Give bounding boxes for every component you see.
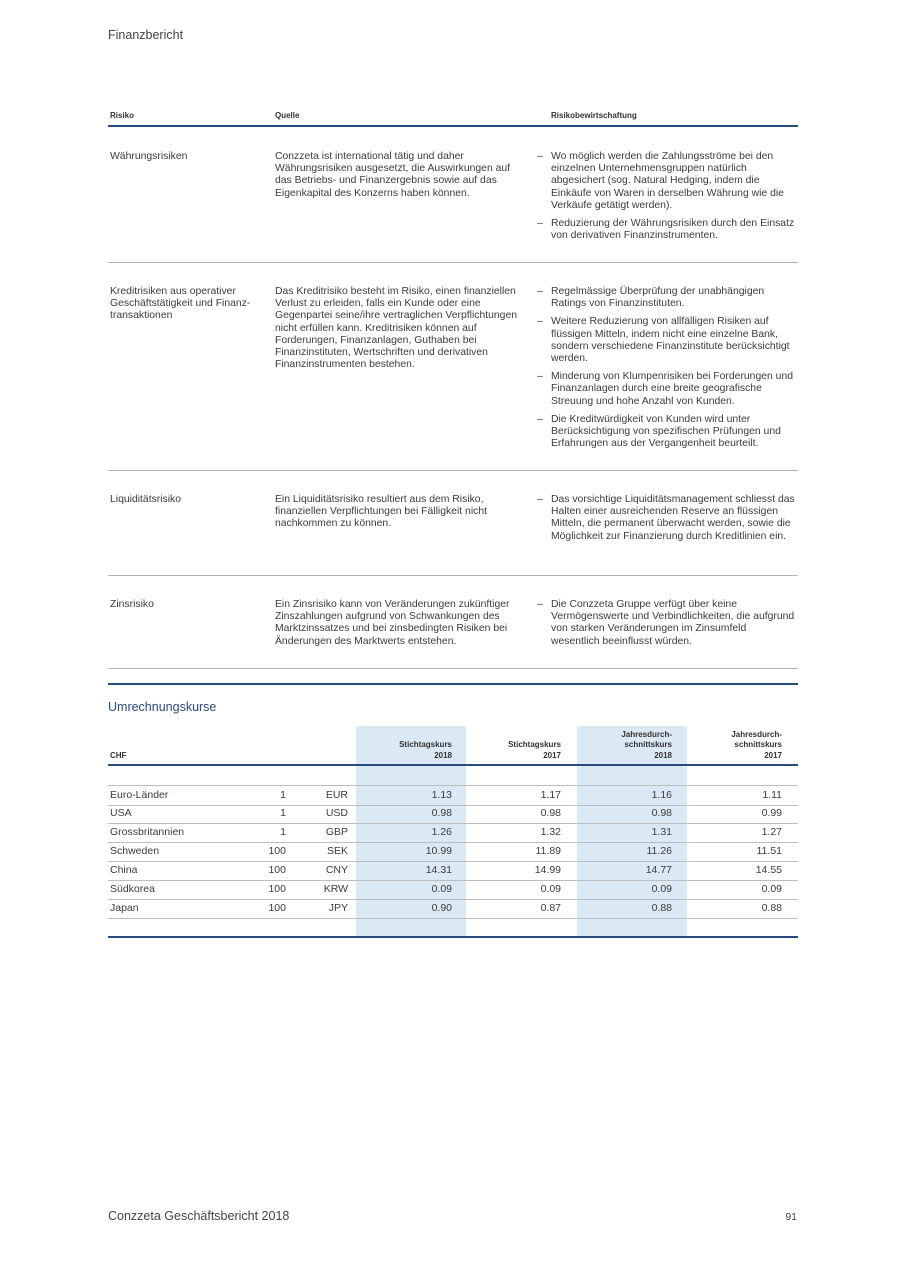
measure-item: – Reduzierung der Währungsrisiken durch den Einsatz von derivativen Finanzinstrumenten.	[537, 218, 797, 242]
risk-source: Das Kreditrisiko besteht im Risiko, einen finanziellen Verlust zu erleiden, falls ein Kunde oder eine Gegenpartei seine/ihre vertraglichen Verpflichtungen nicht erfüllen kann. Kreditrisiken können auf Forderungen, Finanzanlagen, Guthaben bei Finanzinstituten, Wertschriften und derivativen Finanzinstrumenten bestehen.	[275, 286, 518, 371]
section-title: Umrechnungskurse	[108, 700, 217, 714]
cell-avg-2018: 1.16	[651, 789, 672, 801]
cell-avg-2017: 11.51	[756, 845, 782, 857]
cell-currency: KRW	[323, 883, 348, 895]
risk-row	[108, 127, 798, 263]
cell-currency: EUR	[325, 789, 348, 801]
cell-spot-2018: 1.26	[431, 826, 452, 838]
header-line: 2017	[764, 750, 782, 760]
table-row	[108, 823, 798, 843]
table-row	[108, 804, 798, 824]
cell-currency: GBP	[325, 826, 348, 838]
table-row	[108, 785, 798, 806]
cell-region: China	[110, 864, 138, 876]
risk-row	[108, 576, 798, 669]
table-bottom-rule	[108, 936, 798, 938]
cell-spot-2018: 1.13	[431, 789, 452, 801]
cell-region: USA	[110, 807, 132, 819]
cell-spot-2018: 0.90	[431, 902, 452, 914]
cell-currency: USD	[325, 807, 348, 819]
cell-avg-2018: 1.31	[651, 826, 672, 838]
measure-item: – Die Kreditwürdigkeit von Kunden wird unter Berücksichtigung von spezifischen Prüfungen und Erfahrungen aus der Vergangenheit beurteilt.	[537, 414, 797, 451]
cell-avg-2017: 0.99	[761, 807, 782, 819]
header-line: Jahresdurch-	[621, 729, 672, 739]
cell-avg-2018: 0.09	[651, 883, 672, 895]
cell-region: Euro-Länder	[110, 789, 169, 801]
cell-currency: CNY	[325, 864, 348, 876]
cell-spot-2017: 14.99	[534, 864, 561, 876]
risk-row	[108, 471, 798, 576]
risk-measures	[537, 494, 797, 549]
measure-item: – Die Conzzeta Gruppe verfügt über keine Vermögenswerte und Verbindlichkeiten, die aufgrund von starken Veränderungen im Zinsumfeld wesentlich beeinflusst würden.	[537, 599, 797, 648]
risk-measures	[537, 599, 797, 654]
risk-name: Kreditrisiken aus operativer Geschäftstätigkeit und Finanz- transaktionen	[110, 286, 251, 322]
header-avg-2017	[692, 730, 782, 762]
cell-spot-2017: 0.98	[540, 807, 561, 819]
exchange-rate-table	[108, 726, 798, 938]
risk-source: Conzzeta ist international tätig und daher Währungsrisiken ausgesetzt, die Auswirkungen auf das Betriebs- und Finanzergebnis sowie auf das Eigenkapital des Konzerns haben können.	[275, 151, 511, 199]
cell-spot-2017: 11.89	[535, 845, 561, 857]
cell-avg-2017: 14.55	[755, 864, 782, 876]
header-line: schnittskurs	[624, 740, 672, 749]
header-line: 2018	[654, 750, 672, 760]
fx-table-header	[108, 726, 798, 766]
cell-avg-2017: 1.11	[762, 789, 782, 801]
cell-spot-2018: 14.31	[425, 864, 452, 876]
header-line: Stichtagskurs	[399, 740, 452, 749]
table-row	[108, 842, 798, 862]
cell-currency: SEK	[326, 845, 348, 857]
header-line: 2017	[543, 750, 561, 760]
risk-measures	[537, 151, 797, 248]
risk-name: Zinsrisiko	[110, 599, 154, 610]
measure-item: – Das vorsichtige Liquiditätsmanagement schliesst das Halten einer ausreichenden Reserve an flüssigen Mitteln, die permanent überwacht werden, sowie die Möglichkeit zur Finanzierung durch Kreditlinien ein.	[537, 494, 797, 543]
header-line: schnittskurs	[734, 740, 782, 749]
header-line: Jahresdurch-	[731, 729, 782, 739]
measure-item: – Wo möglich werden die Zahlungsströme bei den einzelnen Unternehmensgruppen natürlich abgesichert (sog. Natural Hedging, indem die Einkäufe von Waren in derselben Währung wie die Verkäufe getätigt werden).	[537, 151, 797, 212]
header-spot-2017	[471, 740, 561, 761]
cell-avg-2018: 14.77	[645, 864, 672, 876]
cell-unit: 100	[268, 902, 286, 914]
cell-avg-2018: 11.26	[646, 845, 672, 857]
page-header: Finanzbericht	[108, 28, 184, 42]
cell-currency: JPY	[328, 902, 348, 914]
cell-unit: 100	[268, 883, 286, 895]
cell-unit: 1	[280, 826, 286, 838]
cell-region: Südkorea	[110, 883, 155, 895]
risk-measures	[537, 286, 797, 456]
header-chf: CHF	[110, 750, 127, 760]
cell-spot-2017: 1.17	[540, 789, 561, 801]
risk-source: Ein Liquiditätsrisiko resultiert aus dem Risiko, finanziellen Verpflichtungen bei Fälligkeit nicht nachkommen zu können.	[275, 494, 487, 530]
risk-source: Ein Zinsrisiko kann von Veränderungen zukünftiger Zinszahlungen aufgrund von Schwankungen des Marktzinssatzes und bei zinsbedingten Risiken bei Änderungen des Marktwerts entstehen.	[275, 599, 510, 647]
header-risk: Risiko	[110, 111, 135, 120]
cell-unit: 100	[268, 864, 286, 876]
risk-row	[108, 263, 798, 471]
cell-avg-2017: 0.09	[761, 883, 782, 895]
section-divider	[108, 683, 798, 685]
cell-region: Schweden	[110, 845, 160, 857]
risk-table	[108, 110, 798, 669]
cell-spot-2017: 1.32	[540, 826, 561, 838]
header-avg-2018	[582, 730, 672, 762]
risk-name: Währungsrisiken	[110, 151, 188, 162]
header-source: Quelle	[275, 111, 300, 120]
cell-spot-2018: 0.09	[431, 883, 452, 895]
header-line: 2018	[434, 750, 452, 760]
cell-region: Grossbritannien	[110, 826, 185, 838]
cell-spot-2018: 0.98	[431, 807, 452, 819]
risk-name: Liquiditätsrisiko	[110, 494, 182, 505]
cell-avg-2018: 0.98	[651, 807, 672, 819]
page-number: 91	[785, 1211, 797, 1223]
header-spot-2018	[362, 740, 452, 761]
cell-avg-2018: 0.88	[651, 902, 672, 914]
footer-title: Conzzeta Geschäftsbericht 2018	[108, 1209, 290, 1223]
header-line: Stichtagskurs	[508, 740, 561, 749]
measure-item: – Weitere Reduzierung von allfälligen Risiken auf flüssigen Mitteln, indem nicht eine einzelne Bank, sondern verschiedene Finanzinstitute berücksichtigt werden.	[537, 316, 797, 365]
risk-table-header	[108, 110, 798, 127]
table-row	[108, 880, 798, 900]
cell-avg-2017: 0.88	[761, 902, 782, 914]
header-management: Risikobewirtschaftung	[551, 111, 637, 120]
measure-item: – Minderung von Klumpenrisiken bei Forderungen und Finanzanlagen durch eine breite geografische Streuung und hohe Anzahl von Kunden.	[537, 371, 797, 408]
cell-spot-2017: 0.87	[540, 902, 561, 914]
table-row	[108, 861, 798, 881]
cell-spot-2017: 0.09	[540, 883, 561, 895]
cell-region: Japan	[110, 902, 139, 914]
cell-unit: 1	[280, 807, 286, 819]
cell-unit: 1	[280, 789, 286, 801]
cell-unit: 100	[268, 845, 286, 857]
table-row	[108, 899, 798, 919]
measure-item: – Regelmässige Überprüfung der unabhängigen Ratings von Finanzinstituten.	[537, 286, 797, 310]
cell-spot-2018: 10.99	[425, 845, 452, 857]
cell-avg-2017: 1.27	[761, 826, 782, 838]
